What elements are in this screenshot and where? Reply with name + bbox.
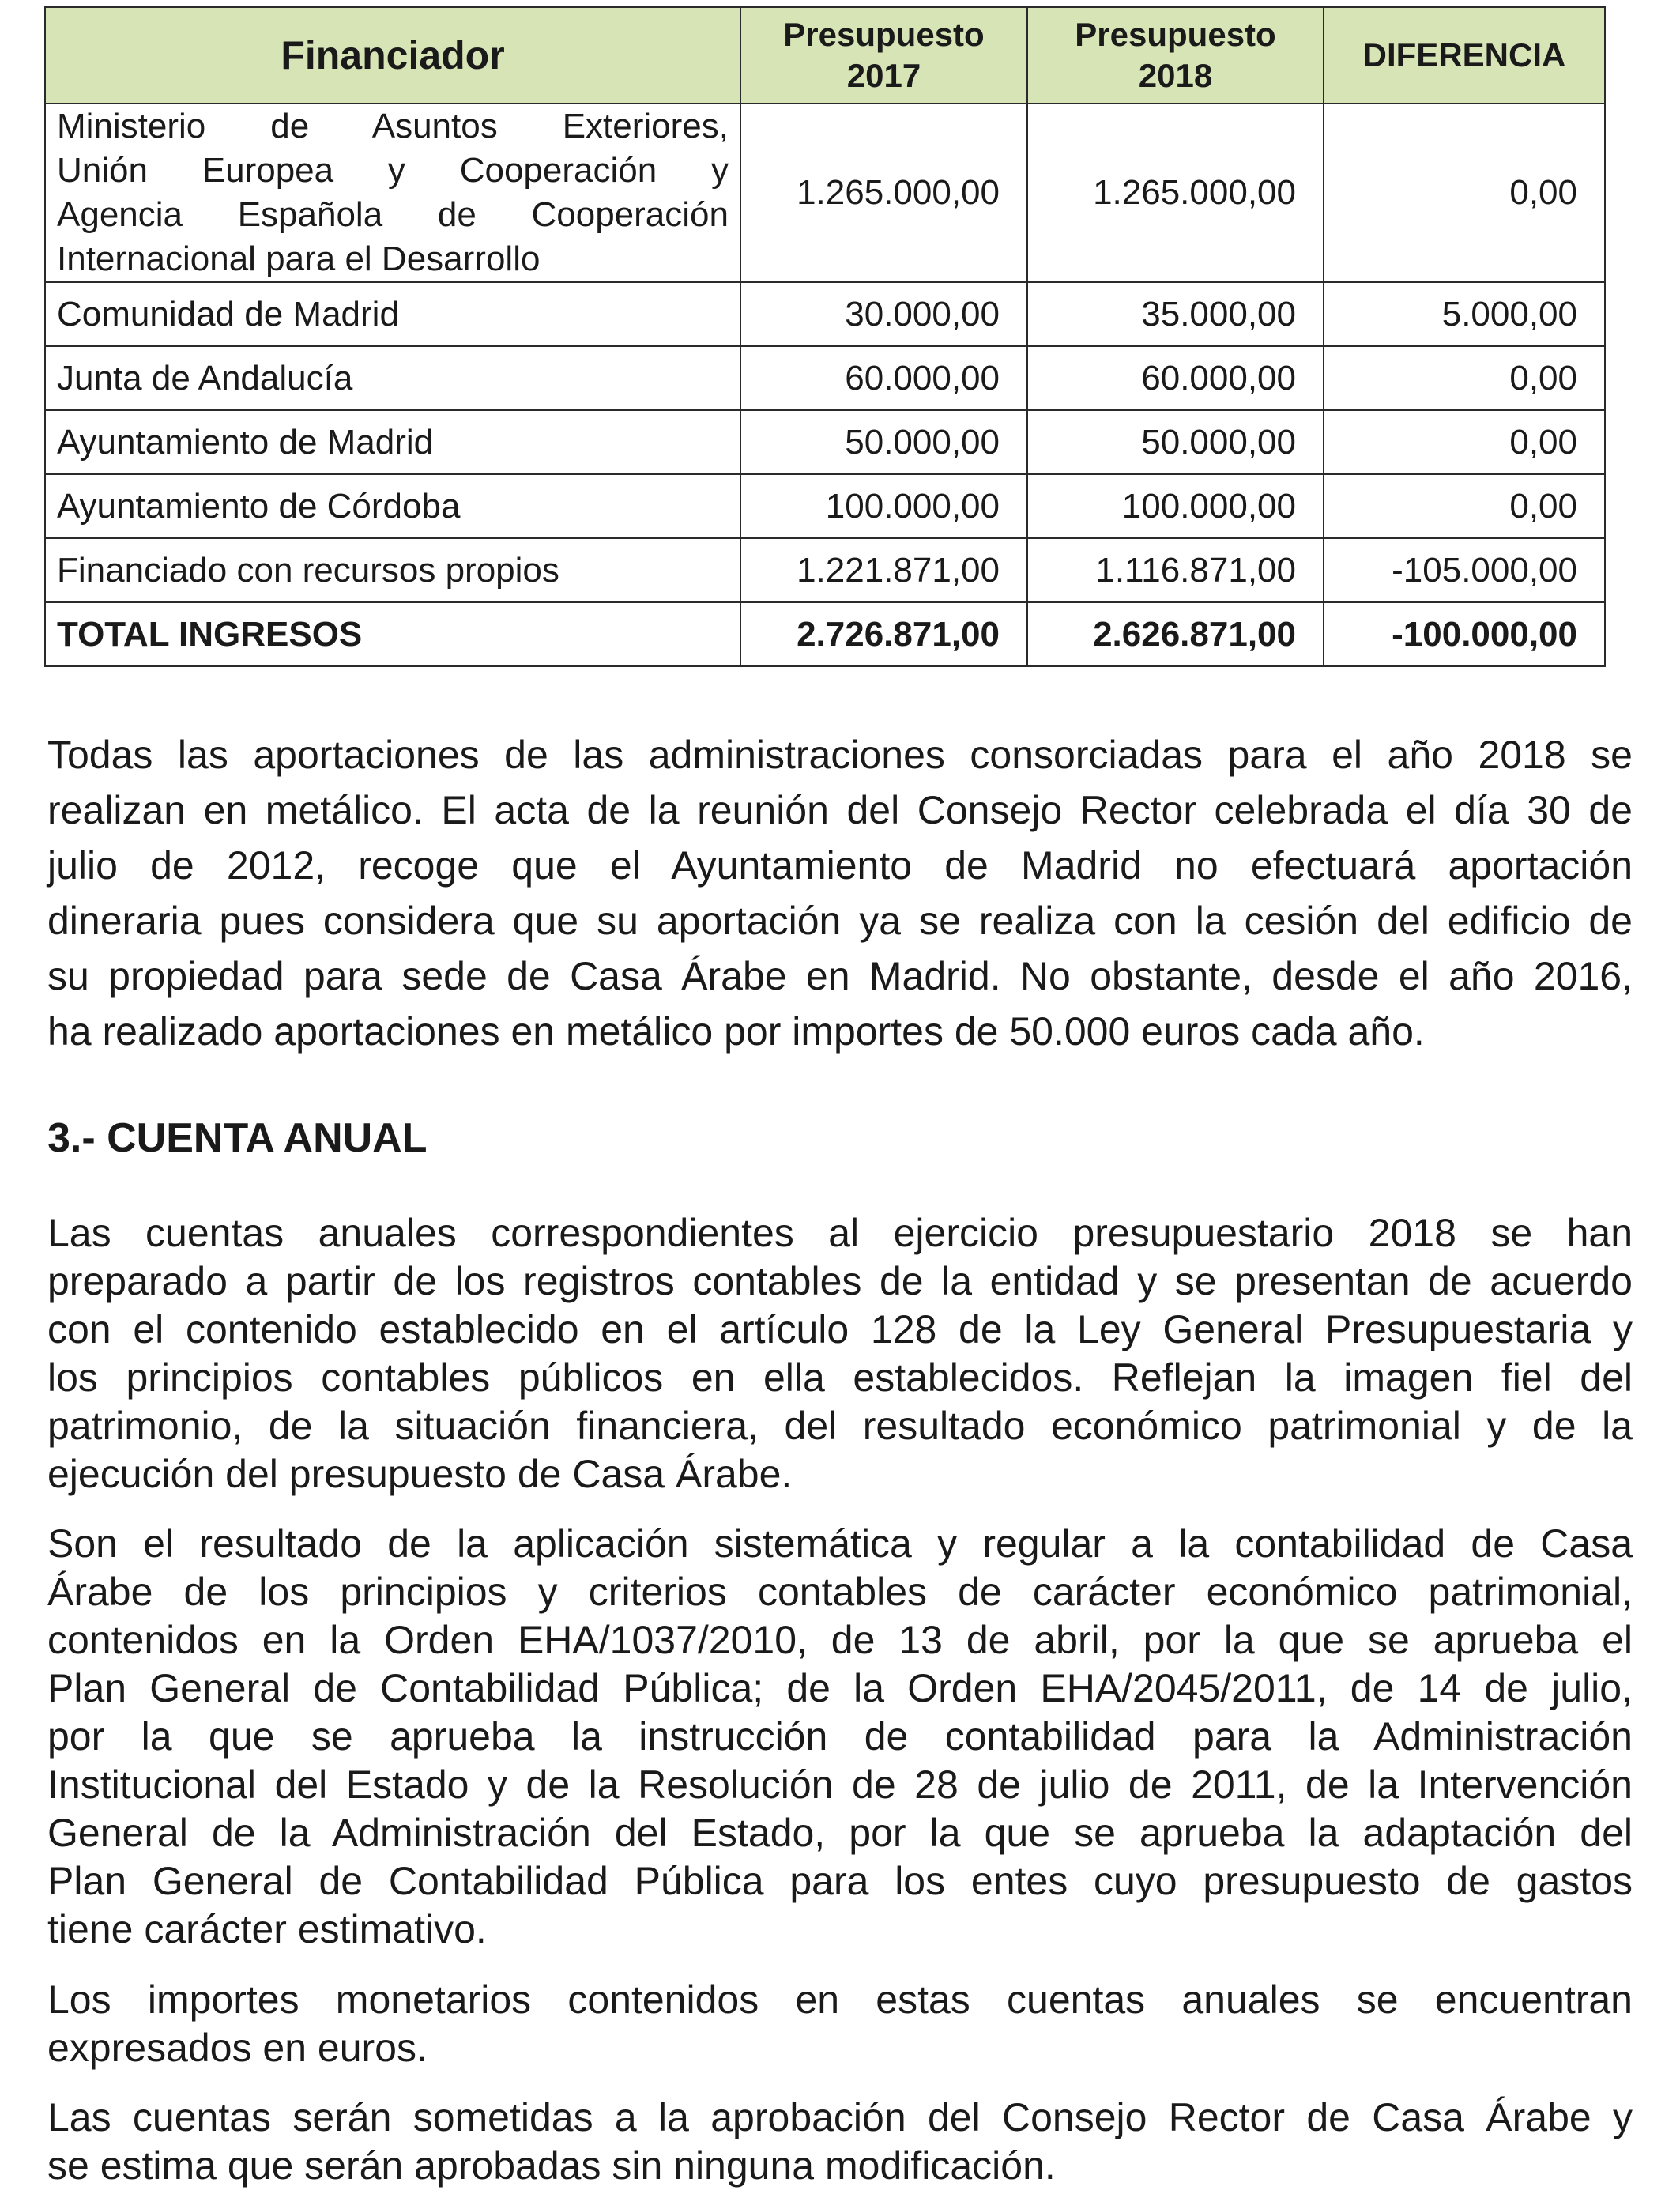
funder-name: Financiado con recursos propios bbox=[45, 538, 740, 602]
text-line: con el contenido establecido en el artículo 128 de la Ley General Presupuestaria y bbox=[47, 1307, 1633, 1351]
budget-2018-cell: 60.000,00 bbox=[1027, 346, 1324, 410]
budget-2018-cell: 50.000,00 bbox=[1027, 410, 1324, 474]
text-line: patrimonio, de la situación financiera, del resultado económico patrimonial y de la bbox=[47, 1404, 1633, 1448]
difference-cell: 0,00 bbox=[1324, 346, 1605, 410]
text-line: Plan General de Contabilidad Pública; de la Orden EHA/2045/2011, de 14 de julio, bbox=[47, 1666, 1633, 1710]
difference-cell: 0,00 bbox=[1324, 474, 1605, 538]
table-row bbox=[45, 410, 1605, 474]
table-header-row bbox=[45, 7, 1605, 104]
total-row bbox=[45, 602, 1605, 666]
text-line: Las cuentas anuales correspondientes al ejercicio presupuestario 2018 se han bbox=[47, 1211, 1633, 1255]
paragraph-currency bbox=[47, 1976, 1633, 2072]
budget-2017-cell: 30.000,00 bbox=[740, 282, 1027, 346]
text-line: Plan General de Contabilidad Pública para los entes cuyo presupuesto de gastos bbox=[47, 1859, 1633, 1903]
text-line: los principios contables públicos en ella establecidos. Reflejan la imagen fiel del bbox=[47, 1355, 1633, 1400]
funder-name: Comunidad de Madrid bbox=[45, 282, 740, 346]
text-line: ha realizado aportaciones en metálico por importes de 50.000 euros cada año. bbox=[47, 1009, 1425, 1054]
text-line: Institucional del Estado y de la Resolución de 28 de julio de 2011, de la Intervención bbox=[47, 1762, 1633, 1807]
funder-name-line: Unión Europea y Cooperación y bbox=[57, 151, 729, 190]
text-line: contenidos en la Orden EHA/1037/2010, de 13 de abril, por la que se aprueba el bbox=[47, 1618, 1633, 1662]
text-line: Los importes monetarios contenidos en estas cuentas anuales se encuentran bbox=[47, 1977, 1633, 2022]
text-line: Las cuentas serán sometidas a la aprobación del Consejo Rector de Casa Árabe y bbox=[47, 2095, 1633, 2139]
header-funder: Financiador bbox=[45, 7, 740, 104]
text-line: tiene carácter estimativo. bbox=[47, 1907, 487, 1951]
total-label: TOTAL INGRESOS bbox=[45, 602, 740, 666]
funder-name: Junta de Andalucía bbox=[45, 346, 740, 410]
budget-2017-cell: 60.000,00 bbox=[740, 346, 1027, 410]
header-budget-2017-line2: 2017 bbox=[846, 57, 921, 94]
paragraph-annual-accounts bbox=[47, 1209, 1633, 1498]
funder-name: Ayuntamiento de Córdoba bbox=[45, 474, 740, 538]
budget-2017-cell: 1.265.000,00 bbox=[740, 104, 1027, 282]
text-line: su propiedad para sede de Casa Árabe en Madrid. No obstante, desde el año 2016, bbox=[47, 954, 1633, 998]
total-difference: -100.000,00 bbox=[1324, 602, 1605, 666]
budget-2018-cell: 1.116.871,00 bbox=[1027, 538, 1324, 602]
difference-cell: -105.000,00 bbox=[1324, 538, 1605, 602]
text-line: Árabe de los principios y criterios contables de carácter económico patrimonial, bbox=[47, 1570, 1633, 1614]
text-line: ejecución del presupuesto de Casa Árabe. bbox=[47, 1452, 793, 1496]
difference-cell: 0,00 bbox=[1324, 104, 1605, 282]
text-line: Todas las aportaciones de las administraciones consorciadas para el año 2018 se bbox=[47, 733, 1633, 777]
budget-2018-cell: 100.000,00 bbox=[1027, 474, 1324, 538]
paragraph-accounting-principles bbox=[47, 1520, 1633, 1954]
table-row bbox=[45, 282, 1605, 346]
table-row bbox=[45, 538, 1605, 602]
section-heading: 3.- CUENTA ANUAL bbox=[47, 1115, 428, 1161]
table-row bbox=[45, 474, 1605, 538]
budget-2017-cell: 1.221.871,00 bbox=[740, 538, 1027, 602]
header-budget-2018 bbox=[1027, 7, 1324, 104]
header-difference: DIFERENCIA bbox=[1324, 7, 1605, 104]
paragraph-contributions bbox=[47, 727, 1633, 1059]
funder-name: Ayuntamiento de Madrid bbox=[45, 410, 740, 474]
paragraph-approval bbox=[47, 2094, 1633, 2190]
text-line: julio de 2012, recoge que el Ayuntamiento de Madrid no efectuará aportación bbox=[47, 843, 1633, 888]
header-budget-2017-line1: Presupuesto bbox=[783, 16, 985, 53]
difference-cell: 0,00 bbox=[1324, 410, 1605, 474]
total-budget-2018: 2.626.871,00 bbox=[1027, 602, 1324, 666]
header-budget-2017 bbox=[740, 7, 1027, 104]
funder-name bbox=[45, 104, 740, 282]
funder-name-line: Internacional para el Desarrollo bbox=[57, 239, 541, 278]
text-line: preparado a partir de los registros contables de la entidad y se presentan de acuerdo bbox=[47, 1259, 1633, 1303]
table-row bbox=[45, 346, 1605, 410]
text-line: se estima que serán aprobadas sin ninguna modificación. bbox=[47, 2143, 1056, 2188]
text-line: dineraria pues considera que su aportación ya se realiza con la cesión del edificio de bbox=[47, 899, 1633, 943]
budget-2017-cell: 50.000,00 bbox=[740, 410, 1027, 474]
budget-2018-cell: 1.265.000,00 bbox=[1027, 104, 1324, 282]
total-budget-2017: 2.726.871,00 bbox=[740, 602, 1027, 666]
funder-name-line: Agencia Española de Cooperación bbox=[57, 195, 729, 234]
text-line: por la que se aprueba la instrucción de contabilidad para la Administración bbox=[47, 1714, 1633, 1759]
budget-2018-cell: 35.000,00 bbox=[1027, 282, 1324, 346]
text-line: expresados en euros. bbox=[47, 2026, 428, 2070]
funder-name-line: Ministerio de Asuntos Exteriores, bbox=[57, 107, 729, 145]
header-budget-2018-line2: 2018 bbox=[1138, 57, 1213, 94]
text-line: Son el resultado de la aplicación sistemática y regular a la contabilidad de Casa bbox=[47, 1521, 1633, 1566]
financing-table bbox=[44, 6, 1606, 667]
text-line: General de la Administración del Estado, por la que se aprueba la adaptación del bbox=[47, 1811, 1633, 1855]
header-budget-2018-line1: Presupuesto bbox=[1075, 16, 1276, 53]
budget-2017-cell: 100.000,00 bbox=[740, 474, 1027, 538]
table-row bbox=[45, 104, 1605, 282]
difference-cell: 5.000,00 bbox=[1324, 282, 1605, 346]
text-line: realizan en metálico. El acta de la reunión del Consejo Rector celebrada el día 30 de bbox=[47, 788, 1633, 832]
